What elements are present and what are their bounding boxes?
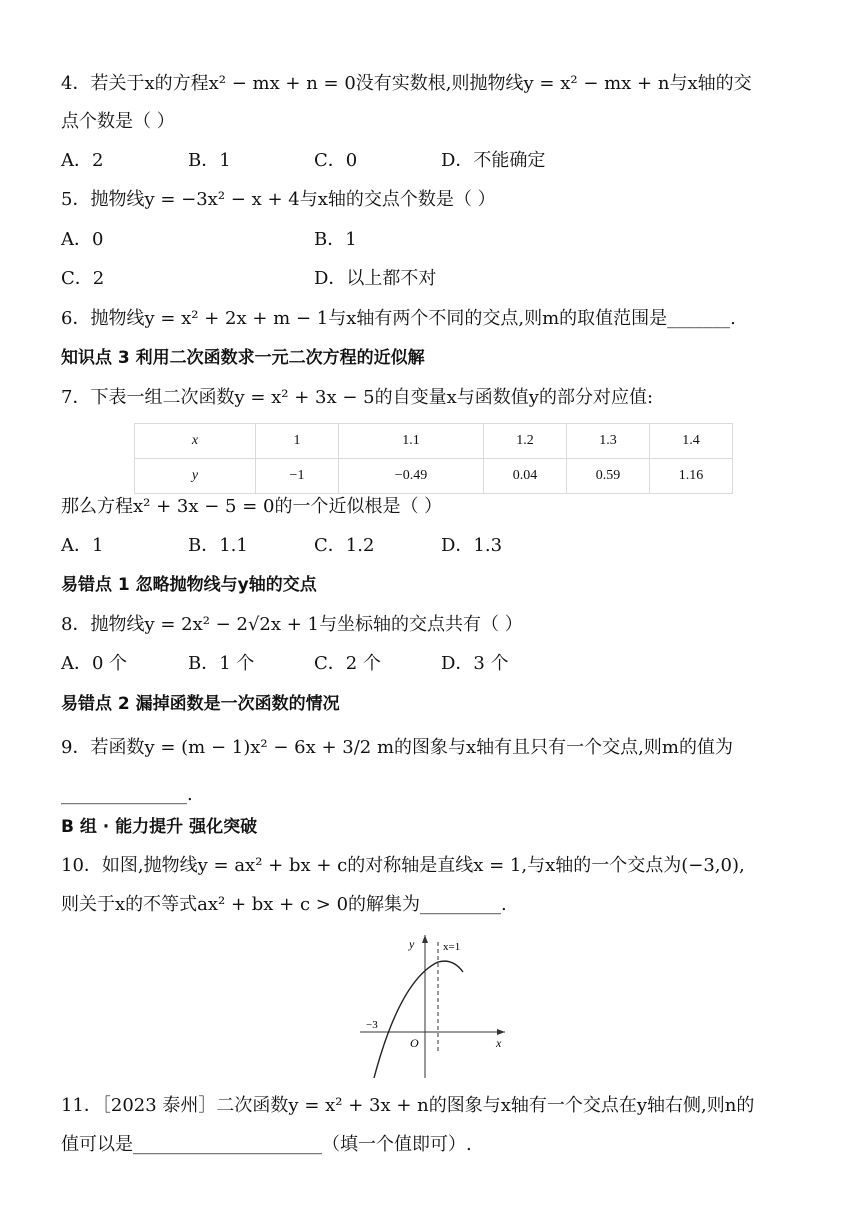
origin-label: O [410, 1036, 419, 1050]
q5-option-d: D．以上都不对 [314, 268, 437, 289]
q11-text-line2: 值可以是_____________________（填一个值即可）. [61, 1134, 472, 1155]
q10-text-line2: 则关于x的不等式ax² + bx + c > 0的解集为_________. [61, 894, 507, 915]
table-cell: 1.3 [567, 424, 650, 459]
table-row-y [135, 459, 733, 494]
x-axis-arrow [497, 1029, 505, 1035]
table-cell: 0.59 [567, 459, 650, 494]
q4-option-a: A．2 [61, 150, 104, 171]
q10-text-line1: 10．如图,抛物线y = ax² + bx + c的对称轴是直线x = 1,与x轴的一个交点为(−3,0), [61, 855, 745, 876]
q8-option-c: C．2 个 [314, 653, 381, 674]
error-point-2-heading: 易错点 2 漏掉函数是一次函数的情况 [61, 694, 340, 714]
symmetry-axis-label: x=1 [443, 941, 461, 953]
q8-option-b: B．1 个 [188, 653, 255, 674]
q5-option-c: C．2 [61, 268, 105, 289]
q7-text-line2: 那么方程x² + 3x − 5 = 0的一个近似根是（ ） [61, 496, 443, 517]
q7-option-b: B．1.1 [188, 535, 248, 556]
table-cell: 1 [256, 424, 339, 459]
table-cell: −0.49 [339, 459, 484, 494]
table-cell: 0.04 [484, 459, 567, 494]
q4-text-line1: 4．若关于x的方程x² − mx + n = 0没有实数根,则抛物线y = x² − mx + n与x轴的交 [61, 73, 752, 94]
q9-text-line2: ______________. [61, 784, 193, 805]
q7-value-table [134, 423, 733, 494]
table-cell: y [135, 459, 256, 494]
table-cell: −1 [256, 459, 339, 494]
section-heading-3: 知识点 3 利用二次函数求一元二次方程的近似解 [61, 348, 425, 368]
y-axis-arrow [422, 935, 428, 943]
q9-text-line1: 9．若函数y = (m − 1)x² − 6x + 3/2 m的图象与x轴有且只有一个交点,则m的值为 [61, 737, 733, 758]
q8-option-a: A．0 个 [61, 653, 128, 674]
q4-option-d: D．不能确定 [441, 150, 546, 171]
table-row-x [135, 424, 733, 459]
x-label: x [496, 1036, 502, 1050]
q8-text-line1: 8．抛物线y = 2x² − 2√2x + 1与坐标轴的交点共有（ ） [61, 614, 523, 635]
parabola-graph [355, 930, 515, 1080]
q5-option-b: B．1 [314, 229, 357, 250]
q4-option-b: B．1 [188, 150, 231, 171]
parabola-curve [374, 961, 463, 1078]
q4-option-c: C．0 [314, 150, 358, 171]
table-cell: x [135, 424, 256, 459]
y-label: y [409, 937, 415, 951]
error-point-1-heading: 易错点 1 忽略抛物线与y轴的交点 [61, 575, 317, 595]
table-cell: 1.16 [650, 459, 733, 494]
table-cell: 1.1 [339, 424, 484, 459]
table-cell: 1.4 [650, 424, 733, 459]
table-cell: 1.2 [484, 424, 567, 459]
q7-option-d: D．1.3 [441, 535, 503, 556]
q6-text-line1: 6．抛物线y = x² + 2x + m − 1与x轴有两个不同的交点,则m的取值范围是_______. [61, 308, 736, 329]
q4-text-line2: 点个数是（ ） [61, 111, 175, 132]
q5-option-a: A．0 [61, 229, 104, 250]
q7-option-a: A．1 [61, 535, 104, 556]
q7-option-c: C．1.2 [314, 535, 375, 556]
section-b-heading: B 组 · 能力提升 强化突破 [61, 817, 258, 837]
q11-text-line1: 11．［2023 泰州］二次函数y = x² + 3x + n的图象与x轴有一个交点在y轴右侧,则n的 [61, 1095, 755, 1116]
q8-option-d: D．3 个 [441, 653, 509, 674]
q5-text-line1: 5．抛物线y = −3x² − x + 4与x轴的交点个数是（ ） [61, 189, 496, 210]
root-label: −3 [366, 1019, 378, 1031]
q7-text-line1: 7．下表一组二次函数y = x² + 3x − 5的自变量x与函数值y的部分对应值: [61, 387, 654, 408]
